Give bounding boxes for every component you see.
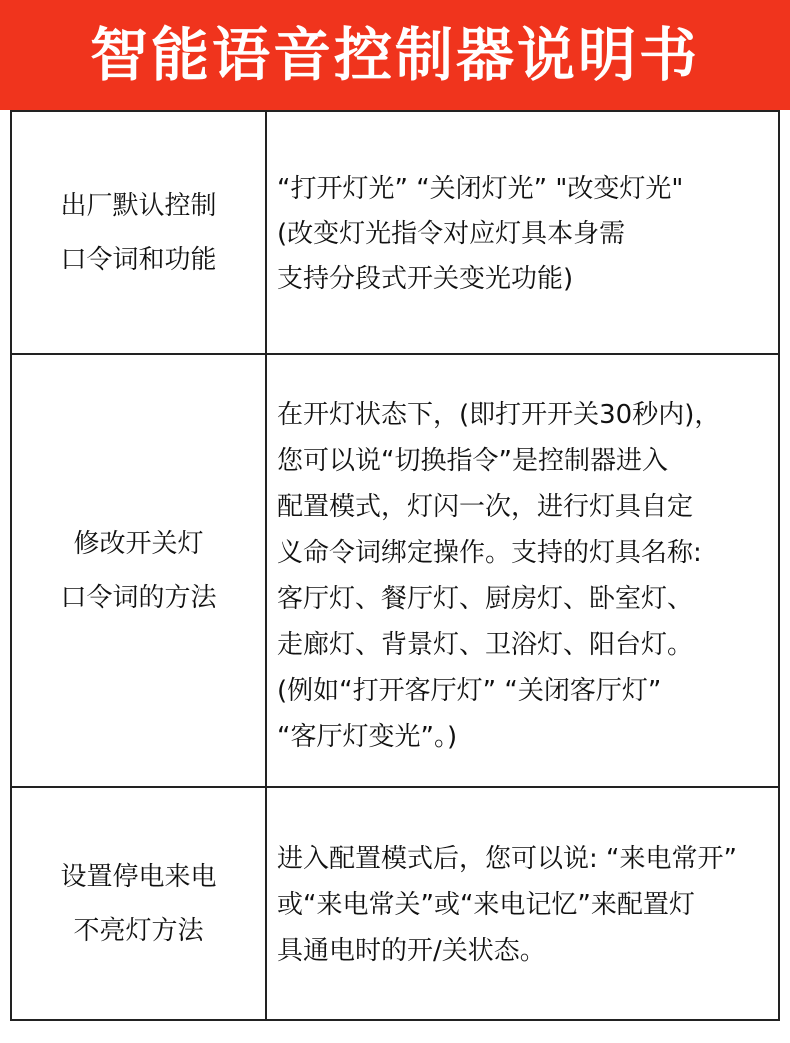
- row-label-line: 不亮灯方法: [73, 915, 204, 946]
- row-label-line: 出厂默认控制: [60, 190, 217, 221]
- description-line: 您可以说“切换指令”是控制器进入: [277, 445, 668, 476]
- row-description-default-commands: [267, 112, 778, 355]
- description-line: 走廊灯、背景灯、卫浴灯、阳台灯。: [277, 629, 694, 660]
- row-label-line: 设置停电来电: [60, 861, 217, 892]
- description-line: “客厅灯变光”。): [277, 721, 458, 752]
- description-line: 客厅灯、餐厅灯、厨房灯、卧室灯、: [277, 583, 694, 614]
- header-banner: [0, 0, 790, 110]
- description-line: (例如“打开客厅灯” “关闭客厅灯”: [277, 675, 662, 706]
- description-line: 义命令词绑定操作。支持的灯具名称:: [277, 537, 702, 568]
- page-title: 智能语音控制器说明书: [89, 21, 700, 89]
- row-label-default-commands: [12, 112, 267, 355]
- row-description-modify-commands: [267, 355, 778, 788]
- description-line: “打开灯光” “关闭灯光” "改变灯光": [277, 174, 684, 204]
- description-line: 在开灯状态下，(即打开开关30秒内)，: [277, 399, 721, 430]
- instruction-table: [10, 110, 780, 1021]
- row-label-modify-commands: [12, 355, 267, 788]
- description-line: 支持分段式开关变光功能): [277, 264, 574, 294]
- row-label-line: 口令词和功能: [60, 244, 217, 275]
- description-line: 进入配置模式后，您可以说: “来电常开”: [277, 843, 737, 874]
- description-line: (改变灯光指令对应灯具本身需: [277, 219, 626, 249]
- row-description-power-outage: [267, 788, 778, 1019]
- row-label-power-outage: [12, 788, 267, 1019]
- row-label-line: 口令词的方法: [60, 582, 217, 613]
- description-line: 配置模式，灯闪一次，进行灯具自定: [277, 491, 694, 522]
- description-line: 具通电时的开/关状态。: [277, 935, 546, 966]
- row-label-line: 修改开关灯: [73, 528, 204, 559]
- description-line: 或“来电常关”或“来电记忆”来配置灯: [277, 889, 695, 920]
